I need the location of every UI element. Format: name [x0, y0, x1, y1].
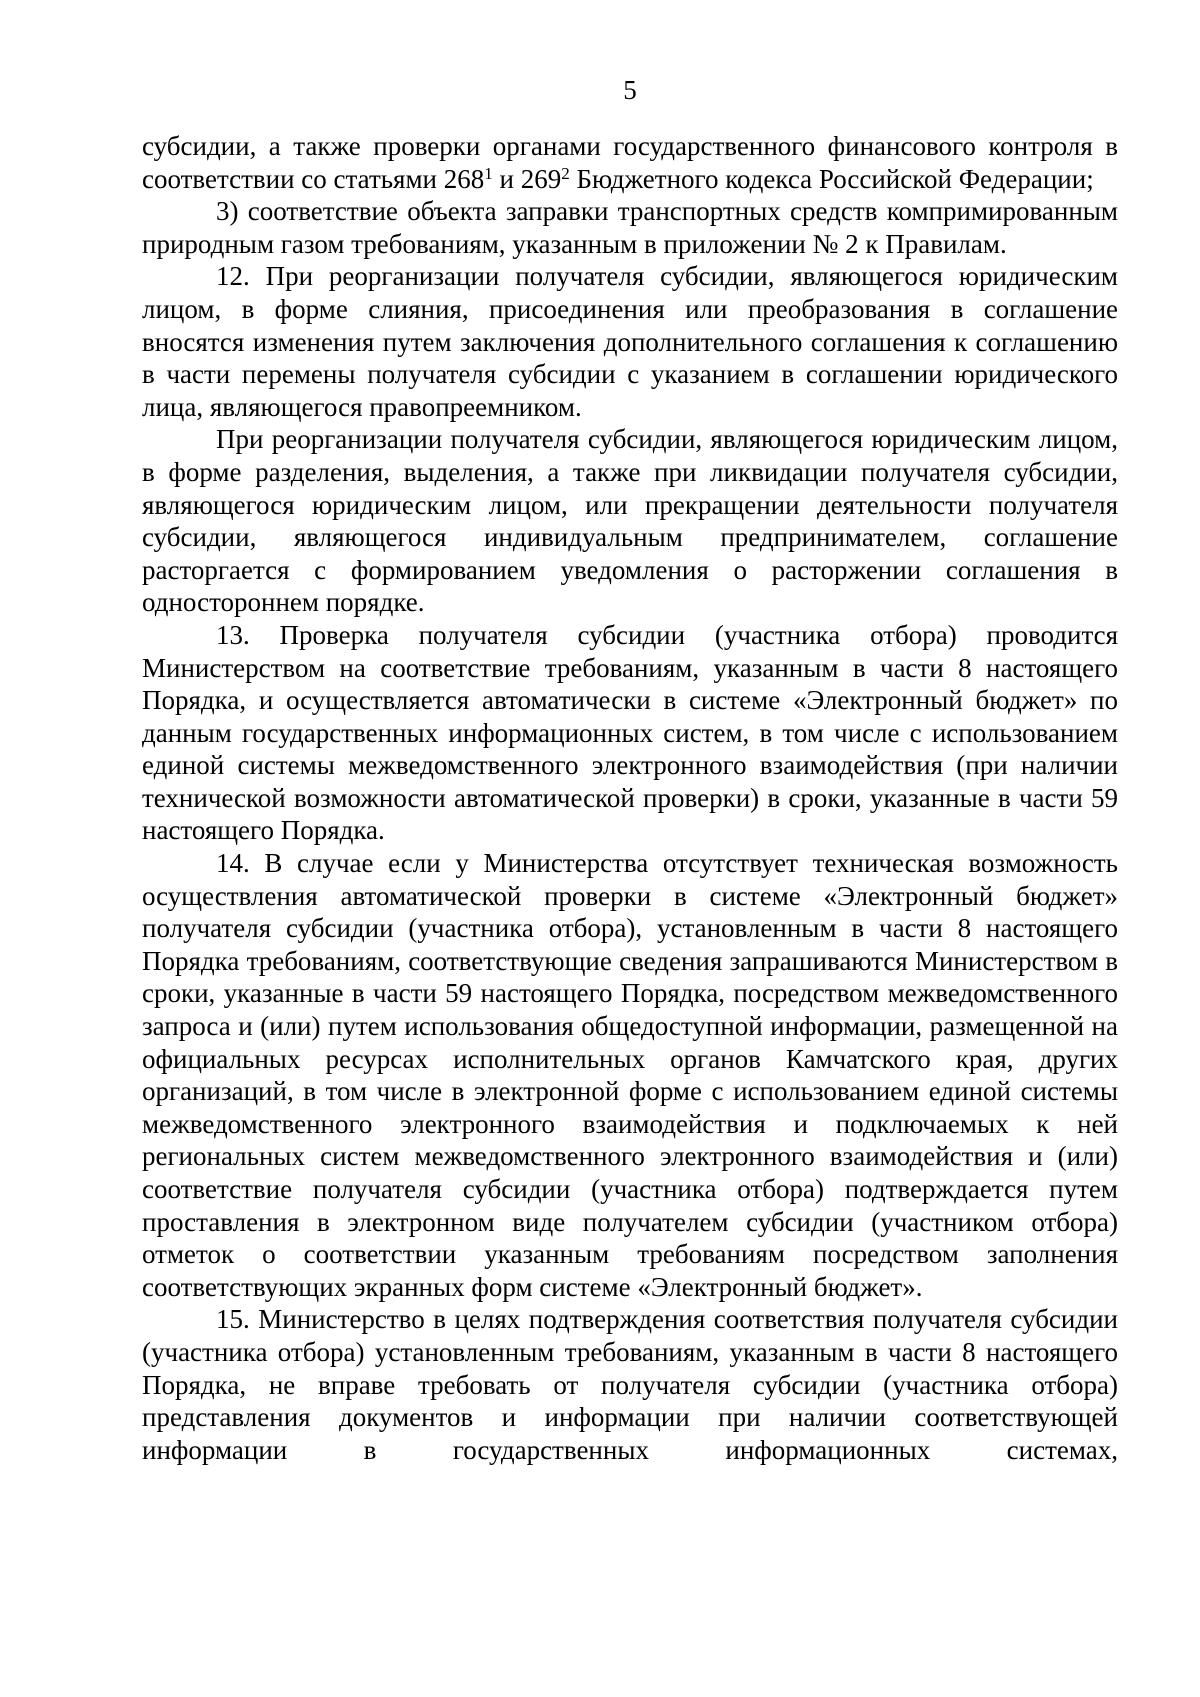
paragraph-12-continuation: При реорганизации получателя субсидии, являющегося юридическим лицом, в форме разделения, выделения, а также при ликвидации получателя субсидии, являющегося юридическим лицом, или прекращении деятельности получателя субсидии, являющегося индивидуальным предпринимателем, соглашение расторгается с формированием уведомления о расторжении соглашения в одностороннем порядке. — [142, 424, 1118, 618]
paragraph-text: субсидии, а также проверки органами государственного финансового контроля в соответствии со статьями 268 — [142, 131, 1118, 194]
paragraph-text: и 269 — [492, 163, 562, 194]
paragraph-15: 15. Министерство в целях подтверждения соответствия получателя субсидии (участника отбора) установленным требованиям, указанным в части 8 настоящего Порядка, не вправе требовать от получателя субсидии (участника отбора) представления документов и информации при наличии соответствующей информации в государственных информационных системах, — [142, 1304, 1118, 1465]
paragraph-continuation — [142, 130, 1118, 195]
superscript: 1 — [484, 163, 493, 183]
paragraph-12: 12. При реорганизации получателя субсидии, являющегося юридическим лицом, в форме слияния, присоединения или преобразования в соглашение вносятся изменения путем заключения дополнительного соглашения к соглашению в части перемены получателя субсидии с указанием в соглашении юридического лица, являющегося правопреемником. — [142, 261, 1118, 422]
document-body — [142, 130, 1118, 1466]
paragraph-14: 14. В случае если у Министерства отсутствует техническая возможность осуществления автоматической проверки в системе «Электронный бюджет» получателя субсидии (участника отбора), установленным в части 8 настоящего Порядка требованиям, соответствующие сведения запрашиваются Министерством в сроки, указанные в части 59 настоящего Порядка, посредством межведомственного запроса и (или) путем использования общедоступной информации, размещенной на официальных ресурсах исполнительных органов Камчатского края, других организаций, в том числе в электронной форме с использованием единой системы межведомственного электронного взаимодействия и подключаемых к ней региональных систем межведомственного электронного взаимодействия и (или) соответствие получателя субсидии (участника отбора) подтверждается путем проставления в электронном виде получателем субсидии (участником отбора) отметок о соответствии указанным требованиям посредством заполнения соответствующих экранных форм системе «Электронный бюджет». — [142, 848, 1118, 1302]
superscript: 2 — [561, 163, 570, 183]
page-number: 5 — [623, 75, 637, 105]
paragraph-13: 13. Проверка получателя субсидии (участника отбора) проводится Министерством на соответствие требованиям, указанным в части 8 настоящего Порядка, и осуществляется автоматически в системе «Электронный бюджет» по данным государственных информационных систем, в том числе с использованием единой системы межведомственного электронного взаимодействия (при наличии технической возможности автоматической проверки) в сроки, указанные в части 59 настоящего Порядка. — [142, 619, 1118, 846]
paragraph-item-3: 3) соответствие объекта заправки транспортных средств компримированным природным газом требованиям, указанным в приложении № 2 к Правилам. — [142, 196, 1118, 259]
paragraph-text: Бюджетного кодекса Российской Федерации; — [569, 163, 1094, 194]
